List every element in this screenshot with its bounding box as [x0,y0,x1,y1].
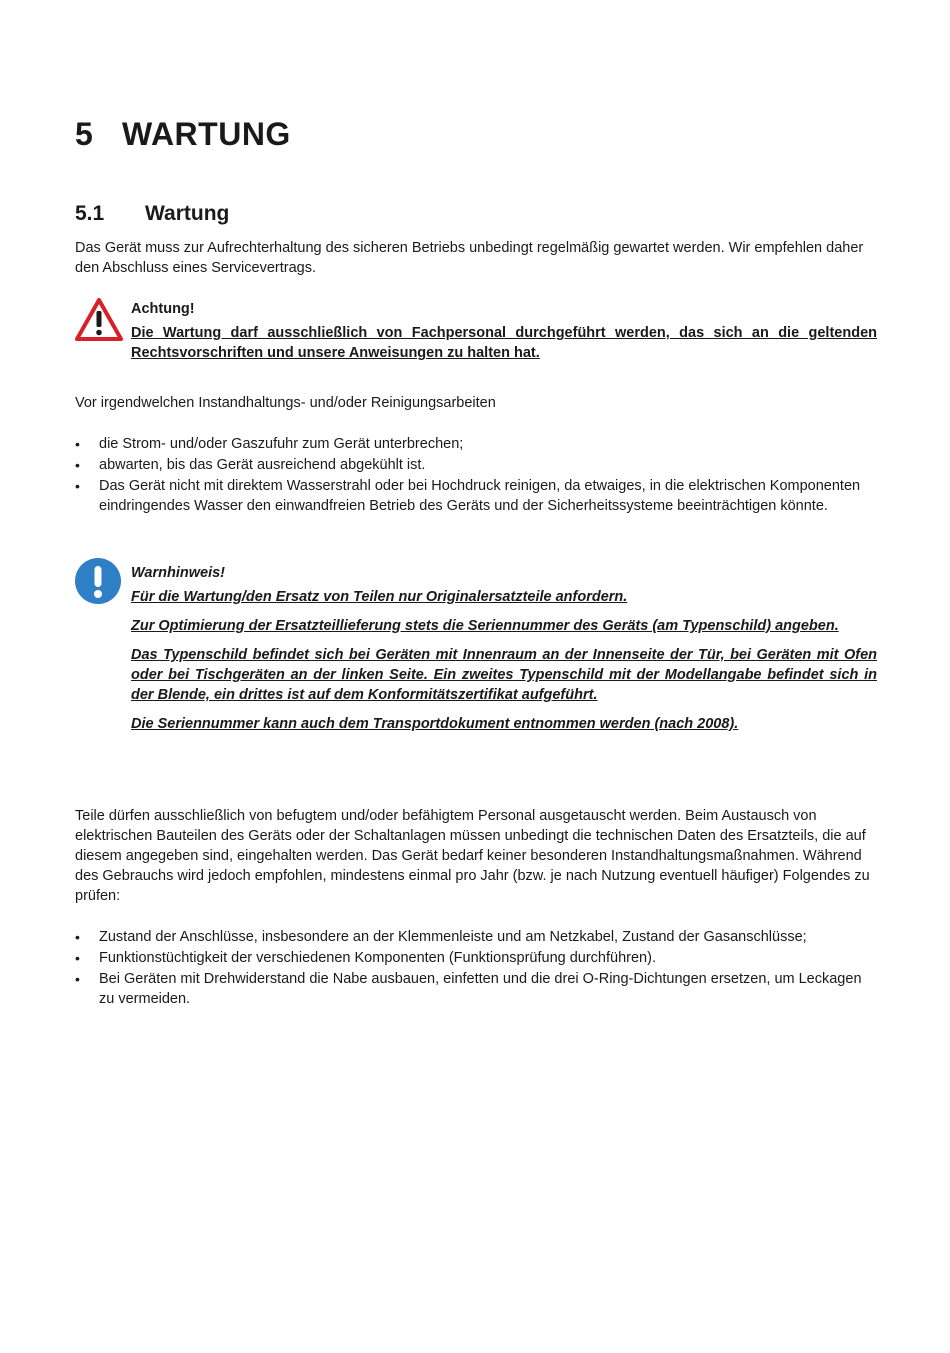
before-maintenance-list [75,434,877,517]
section-number: 5.1 [75,202,105,225]
list-item: • abwarten, bis das Gerät ausreichend abgekühlt ist. [75,457,426,473]
info-notice [131,563,877,734]
info-text-1: Für die Wartung/den Ersatz von Teilen nur Originalersatzteile anfordern. [131,589,628,605]
warning-notice [131,299,877,363]
warning-heading: Achtung! [131,301,195,317]
list-item: • Bei Geräten mit Drehwiderstand die Nabe ausbauen, einfetten und die drei O-Ring-Dichtungen ersetzen, um Leckagen zu vermeiden. [75,971,862,1007]
parts-paragraph: Teile dürfen ausschließlich von befugtem und/oder befähigtem Personal ausgetauscht werden. Beim Austausch von elektrischen Bauteilen des Geräts oder der Schaltanlagen müssen unbedingt die technischen Daten des Ersatzteils, die auf diesem angegeben sind, eingehalten werden. Das Gerät bedarf keiner besonderen Instandhaltungsmaßnahmen. Während des Gebrauchs wird jedoch empfohlen, mindestens einmal pro Jahr (bzw. je nach Nutzung eventuell häufiger) Folgendes zu prüfen: [75,808,870,904]
info-exclamation-icon [74,557,122,605]
info-text-3: Das Typenschild befindet sich bei Geräten mit Innenraum an der Innenseite der Tür, bei Geräten mit Ofen oder bei Tischgeräten an der linken Seite. Ein zweites Typenschild mit der Modellangabe befindet sich in der Blende, ein drittes ist auf dem Konformitätszertifikat aufgeführt. [131,647,877,703]
section-title [75,202,229,226]
list-item: • Zustand der Anschlüsse, insbesondere an der Klemmenleiste und am Netzkabel, Zustand der Gasanschlüsse; [75,929,807,945]
list-item: • Das Gerät nicht mit direktem Wasserstrahl oder bei Hochdruck reinigen, da etwaiges, in die elektrischen Komponenten eindringendes Wasser den einwandfreien Betrieb des Geräts und der Sicherheitssysteme beeinträchtigen könnte. [75,478,861,514]
chapter-title-text: WARTUNG [122,116,291,152]
before-maintenance-text: Vor irgendwelchen Instandhaltungs- und/oder Reinigungsarbeiten [75,395,496,411]
intro-paragraph: Das Gerät muss zur Aufrechterhaltung des sicheren Betriebs unbedingt regelmäßig gewartet werden. Wir empfehlen daher den Abschluss eines Servicevertrags. [75,240,864,276]
list-item: • Funktionstüchtigkeit der verschiedenen Komponenten (Funktionsprüfung durchführen). [75,950,656,966]
info-heading: Warnhinweis! [131,565,225,581]
check-list [75,927,877,1010]
info-text-2: Zur Optimierung der Ersatzteillieferung stets die Seriennummer des Geräts (am Typenschild) angeben. [131,618,839,634]
warning-triangle-icon [74,297,124,342]
chapter-number: 5 [75,116,94,152]
section-title-text: Wartung [145,202,230,225]
list-item: • die Strom- und/oder Gaszufuhr zum Gerät unterbrechen; [75,436,464,452]
warning-text: Die Wartung darf ausschließlich von Fachpersonal durchgeführt werden, das sich an die geltenden Rechtsvorschriften und unsere Anweisungen zu halten hat. [131,325,877,361]
chapter-title [75,116,291,153]
info-text-4: Die Seriennummer kann auch dem Transportdokument entnommen werden (nach 2008). [131,716,739,732]
